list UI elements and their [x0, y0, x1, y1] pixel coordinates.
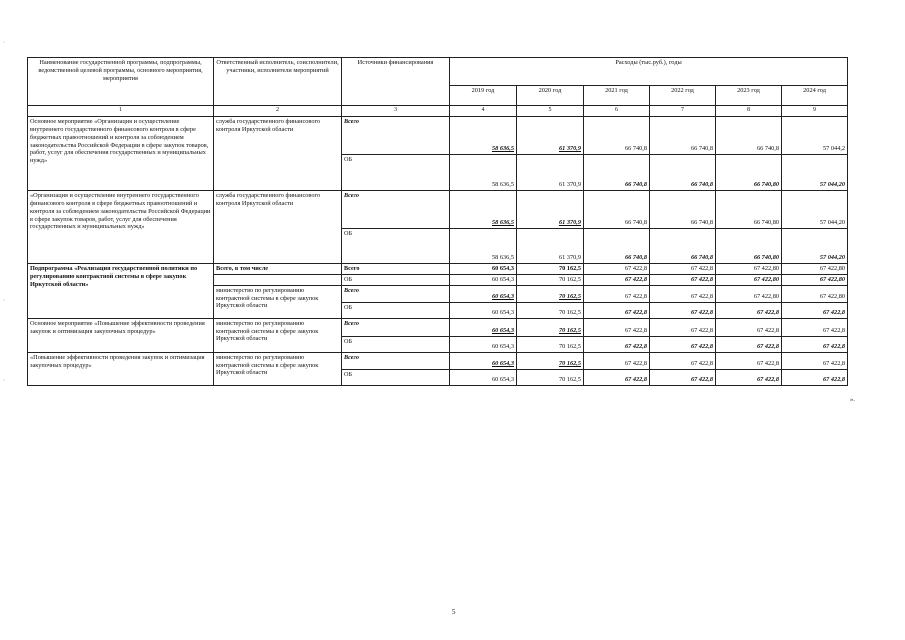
value-cell: 67 422,80 — [716, 274, 782, 285]
margin-mark: · — [3, 378, 5, 384]
value-cell: 67 422,8 — [584, 318, 650, 336]
header-year: 2022 год — [650, 86, 716, 106]
row-executor: Всего, в том числе — [214, 264, 342, 275]
value-cell: 60 654,3 — [450, 352, 517, 369]
value-cell: 67 422,80 — [716, 285, 782, 302]
header-row — [28, 58, 848, 86]
header-program: Наименование государственной программы, подпрограммы, ведомственной целевой программы, основного мероприятия, мероприятия — [28, 58, 214, 106]
header-expenses: Расходы (тыс.руб.), годы — [450, 58, 848, 86]
value-cell: 67 422,80 — [782, 264, 848, 275]
row-executor: министерство по регулированию контрактной системы в сфере закупок Иркутской области — [214, 285, 342, 318]
source-cell: ОБ — [342, 229, 450, 264]
value-cell: 67 422,8 — [782, 302, 848, 318]
value-cell: 60 654,3 — [450, 264, 517, 275]
expenses-table — [27, 57, 848, 386]
source-cell: Всего — [342, 117, 450, 155]
source-cell: ОБ — [342, 302, 450, 318]
value-cell: 60 654,3 — [450, 302, 517, 318]
header-year: 2024 год — [782, 86, 848, 106]
table-row — [28, 318, 848, 336]
source-cell: Всего — [342, 352, 450, 369]
value-cell: 58 636,5 — [450, 229, 517, 264]
row-name: Основное мероприятие «Повышение эффективности проведения закупок и оптимизация закупочных процедур» — [28, 318, 214, 352]
table-row — [28, 117, 848, 155]
row-executor: министерство по регулированию контрактной системы в сфере закупок Иркутской области — [214, 318, 342, 352]
value-cell: 70 162,5 — [517, 318, 584, 336]
value-cell: 66 740,8 — [584, 117, 650, 155]
table-row — [28, 352, 848, 369]
value-cell: 67 422,8 — [650, 285, 716, 302]
row-executor: служба государственного финансового контроля Иркутской области — [214, 117, 342, 191]
value-cell: 67 422,80 — [716, 264, 782, 275]
source-cell: ОБ — [342, 369, 450, 385]
source-cell: ОБ — [342, 274, 450, 285]
value-cell: 67 422,8 — [584, 369, 650, 385]
value-cell: 67 422,8 — [584, 352, 650, 369]
source-cell: Всего — [342, 285, 450, 302]
value-cell: 67 422,8 — [716, 318, 782, 336]
value-cell: 61 370,9 — [517, 191, 584, 229]
value-cell: 60 654,3 — [450, 336, 517, 352]
row-executor-empty — [214, 274, 342, 285]
row-name: Подпрограмма «Реализация государственной политики по регулированию контрактной системы в сфере закупок Иркутской области» — [28, 264, 214, 319]
value-cell: 70 162,5 — [517, 352, 584, 369]
value-cell: 70 162,5 — [517, 336, 584, 352]
column-number: 7 — [650, 106, 716, 117]
page-number: 5 — [452, 608, 456, 616]
value-cell: 67 422,8 — [782, 336, 848, 352]
header-year: 2023 год — [716, 86, 782, 106]
value-cell: 66 740,8 — [584, 155, 650, 191]
value-cell: 70 162,5 — [517, 369, 584, 385]
value-cell: 67 422,80 — [782, 274, 848, 285]
value-cell: 58 636,5 — [450, 155, 517, 191]
value-cell: 67 422,8 — [584, 336, 650, 352]
margin-mark: · — [3, 298, 5, 304]
row-name: «Повышение эффективности проведения закупок и оптимизация закупочных процедур» — [28, 352, 214, 385]
value-cell: 57 044,2 — [782, 117, 848, 155]
value-cell: 57 044,20 — [782, 191, 848, 229]
value-cell: 70 162,5 — [517, 274, 584, 285]
value-cell: 67 422,80 — [782, 285, 848, 302]
header-year: 2020 год — [517, 86, 584, 106]
row-name: Основное мероприятие «Организация и осуществление внутреннего государственного финансового контроля в сфере бюджетных правоотношений и контроля за соблюдением законодательства Российской Федерации в сфере закупок товаров, работ, услуг для обеспечения государственных и муниципальных нужд» — [28, 117, 214, 191]
value-cell: 57 044,20 — [782, 155, 848, 191]
value-cell: 67 422,8 — [782, 369, 848, 385]
column-number: 3 — [342, 106, 450, 117]
value-cell: 70 162,5 — [517, 264, 584, 275]
value-cell: 66 740,80 — [716, 229, 782, 264]
column-number: 1 — [28, 106, 214, 117]
value-cell: 66 740,8 — [650, 191, 716, 229]
value-cell: 67 422,8 — [782, 352, 848, 369]
value-cell: 60 654,3 — [450, 285, 517, 302]
value-cell: 67 422,8 — [584, 302, 650, 318]
value-cell: 61 370,9 — [517, 229, 584, 264]
table-row — [28, 264, 848, 275]
value-cell: 60 654,3 — [450, 369, 517, 385]
value-cell: 66 740,8 — [650, 117, 716, 155]
value-cell: 67 422,8 — [650, 302, 716, 318]
value-cell: 57 044,20 — [782, 229, 848, 264]
value-cell: 67 422,8 — [584, 285, 650, 302]
column-number: 9 — [782, 106, 848, 117]
header-executor: Ответственный исполнитель, соисполнители, участники, исполнители мероприятий — [214, 58, 342, 106]
value-cell: 60 654,3 — [450, 274, 517, 285]
source-cell: Всего — [342, 318, 450, 336]
value-cell: 67 422,8 — [650, 336, 716, 352]
column-number: 5 — [517, 106, 584, 117]
value-cell: 58 636,5 — [450, 117, 517, 155]
value-cell: 61 370,9 — [517, 117, 584, 155]
value-cell: 67 422,8 — [650, 264, 716, 275]
value-cell: 67 422,8 — [716, 336, 782, 352]
value-cell: 66 740,8 — [716, 117, 782, 155]
value-cell: 67 422,8 — [584, 264, 650, 275]
source-cell: ОБ — [342, 336, 450, 352]
header-year: 2019 год — [450, 86, 517, 106]
value-cell: 58 636,5 — [450, 191, 517, 229]
value-cell: 70 162,5 — [517, 302, 584, 318]
closing-quote: ». — [850, 396, 855, 403]
value-cell: 66 740,8 — [650, 155, 716, 191]
value-cell: 67 422,8 — [716, 369, 782, 385]
value-cell: 67 422,8 — [782, 318, 848, 336]
margin-mark: · — [3, 40, 5, 46]
value-cell: 67 422,8 — [650, 318, 716, 336]
column-number-row — [28, 106, 848, 117]
value-cell: 66 740,80 — [716, 191, 782, 229]
value-cell: 61 370,9 — [517, 155, 584, 191]
header-source: Источники финансирования — [342, 58, 450, 106]
value-cell: 66 740,8 — [650, 229, 716, 264]
value-cell: 66 740,80 — [716, 155, 782, 191]
column-number: 2 — [214, 106, 342, 117]
value-cell: 60 654,3 — [450, 318, 517, 336]
column-number: 8 — [716, 106, 782, 117]
source-cell: Всего — [342, 264, 450, 275]
row-name: «Организация и осуществление внутреннего государственного финансового контроля в сфере бюджетных правоотношений и контроля за соблюдением законодательства Российской Федерации в сфере закупок товаров, работ, услуг для обеспечения государственных и муниципальных нужд» — [28, 191, 214, 264]
source-cell: ОБ — [342, 155, 450, 191]
value-cell: 67 422,8 — [584, 274, 650, 285]
value-cell: 67 422,8 — [650, 352, 716, 369]
value-cell: 66 740,8 — [584, 229, 650, 264]
column-number: 6 — [584, 106, 650, 117]
value-cell: 67 422,8 — [650, 274, 716, 285]
row-executor: служба государственного финансового контроля Иркутской области — [214, 191, 342, 264]
value-cell: 67 422,8 — [650, 369, 716, 385]
value-cell: 66 740,8 — [584, 191, 650, 229]
header-year: 2021 год — [584, 86, 650, 106]
row-executor: министерство по регулированию контрактной системы в сфере закупок Иркутской области — [214, 352, 342, 385]
value-cell: 67 422,8 — [716, 302, 782, 318]
value-cell: 70 162,5 — [517, 285, 584, 302]
column-number: 4 — [450, 106, 517, 117]
table-row — [28, 191, 848, 229]
value-cell: 67 422,8 — [716, 352, 782, 369]
source-cell: Всего — [342, 191, 450, 229]
